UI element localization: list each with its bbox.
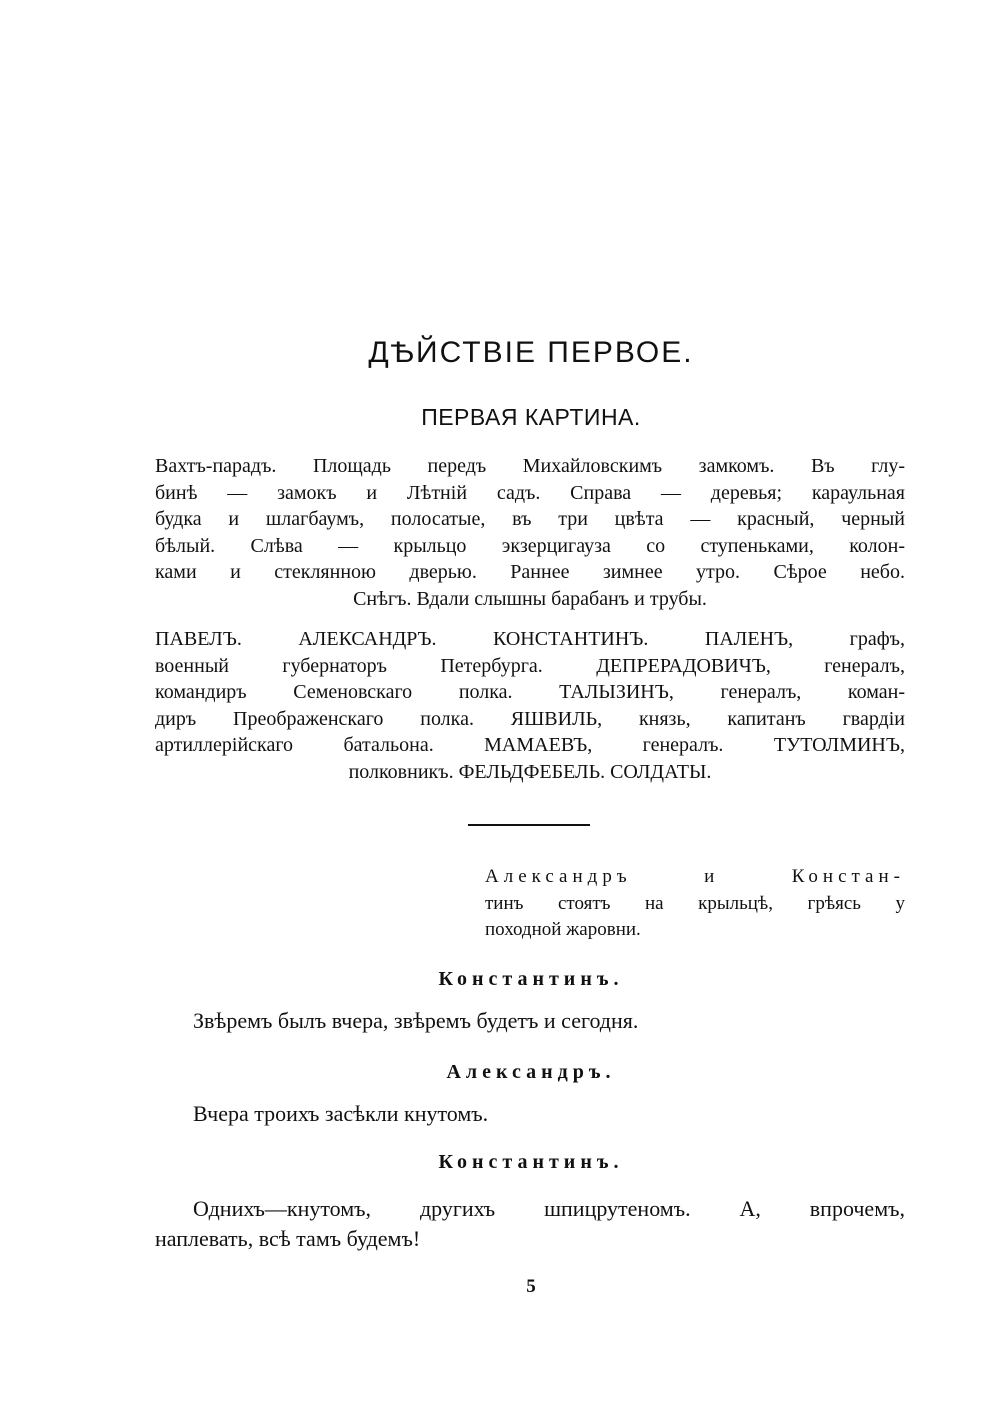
speaker-name: Александръ. [446, 1061, 616, 1083]
act-title: ДѢЙСТВІЕ ПЕРВОЕ. [368, 336, 694, 369]
text-line: Вчера троихъ засѣкли кнутомъ. [193, 1101, 489, 1126]
speaker-name: Константинъ. [438, 968, 624, 990]
stage-direction [485, 864, 905, 944]
text-line: командиръ Семеновскаго полка. ТАЛЫЗИНЪ, генералъ, коман- [155, 681, 905, 704]
text-line: ками и стеклянною дверью. Раннее зимнее утро. Сѣрое небо. [155, 561, 905, 584]
text-line: Снѣгъ. Вдали слышны барабанъ и трубы. [353, 587, 707, 610]
speech [193, 1006, 905, 1036]
speech [193, 1099, 905, 1129]
text-line: Звѣремъ былъ вчера, звѣремъ будетъ и сегодня. [193, 1008, 639, 1033]
text-line: Александръ и Констан- [485, 866, 905, 887]
text-line: диръ Преображенскаго полка. ЯШВИЛЬ, князь, капитанъ гвардіи [155, 707, 905, 730]
text-line: артиллерійскаго батальона. МАМАЕВЪ, генералъ. ТУТОЛМИНЪ, [155, 734, 905, 757]
text-line: военный губернаторъ Петербурга. ДЕПРЕРАДОВИЧЪ, генералъ, [155, 654, 905, 677]
cast-list [155, 626, 905, 786]
speech [155, 1194, 905, 1254]
scene-title: ПЕРВАЯ КАРТИНА. [421, 404, 641, 430]
speaker-name: Константинъ. [438, 1151, 624, 1173]
text-line: наплевать, всѣ тамъ будемъ! [155, 1226, 421, 1251]
text-line: тинъ стоятъ на крыльцѣ, грѣясь у [485, 892, 905, 914]
text-line: бинѣ — замокъ и Лѣтній садъ. Справа — деревья; караульная [155, 481, 905, 504]
text-line: будка и шлагбаумъ, полосатые, въ три цвѣта — красный, черный [155, 508, 905, 531]
divider [468, 824, 590, 826]
text-line: полковникъ. ФЕЛЬДФЕБЕЛЬ. СОЛДАТЫ. [348, 760, 712, 783]
text-line: походной жаровни. [485, 919, 641, 941]
page-number: 5 [526, 1276, 536, 1297]
scene-description [155, 453, 905, 613]
text-line: Вахтъ-парадъ. Площадь передъ Михайловскимъ замкомъ. Въ глу- [155, 455, 905, 477]
text-line: Однихъ—кнутомъ, другихъ шпицрутеномъ. А, впрочемъ, [193, 1196, 905, 1221]
text-line: ПАВЕЛЪ. АЛЕКСАНДРЪ. КОНСТАНТИНЪ. ПАЛЕНЪ, графъ, [155, 628, 905, 650]
text-line: бѣлый. Слѣва — крыльцо экзерцигаузa со ступеньками, колон- [155, 534, 905, 557]
